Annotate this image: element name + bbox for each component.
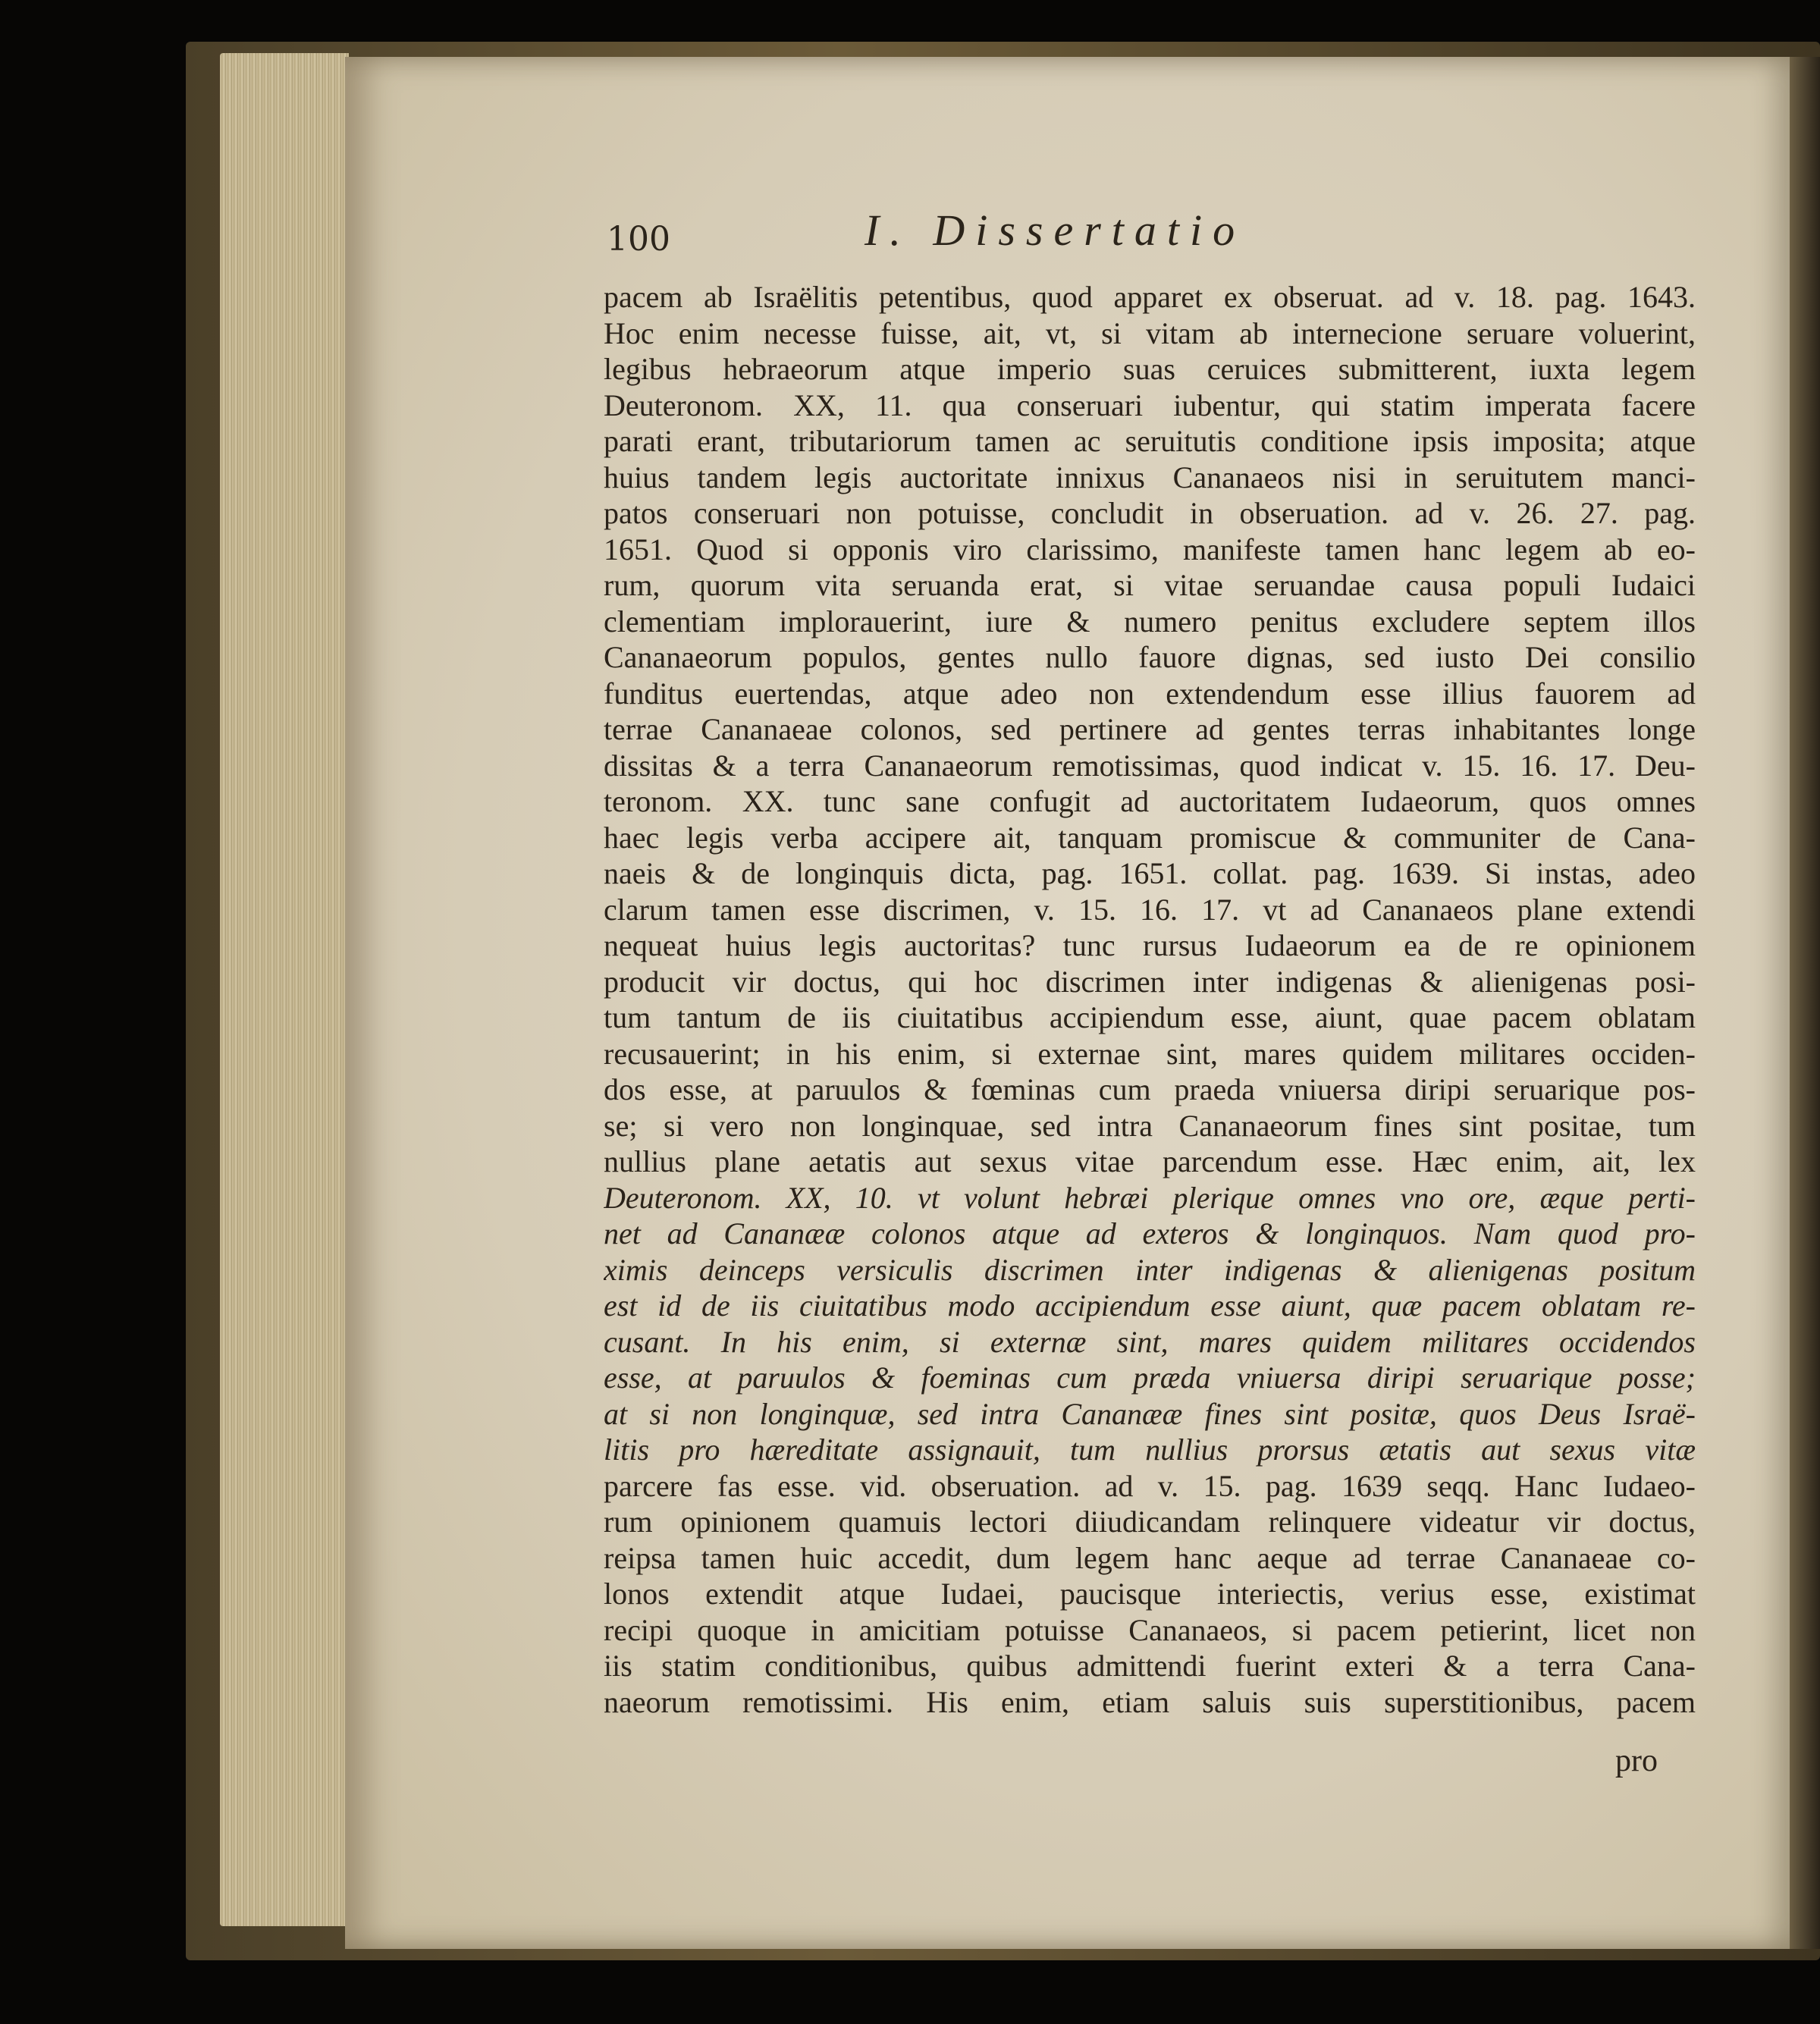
text-line: patos conseruari non potuisse, concludit in obseruation. ad v. 26. 27. pag. bbox=[604, 496, 1696, 530]
text-line: rum opinionem quamuis lectori diiudicandam relinquere videatur vir doctus, bbox=[604, 1505, 1696, 1539]
text-line: legibus hebraeorum atque imperio suas ceruices submitterent, iuxta legem bbox=[604, 352, 1696, 386]
text-line: reipsa tamen huic accedit, dum legem hanc aeque ad terrae Cananaeae co- bbox=[604, 1540, 1696, 1575]
text-line: dissitas & a terra Cananaeorum remotissimas, quod indicat v. 15. 16. 17. Deu- bbox=[604, 748, 1696, 783]
text-line: huius tandem legis auctoritate innixus Cananaeos nisi in seruitutem manci- bbox=[604, 460, 1696, 494]
text-line-italic: at si non longinquæ, sed intra Cananææ fines sint positæ, quos Deus Israë- bbox=[604, 1396, 1696, 1431]
text-line: iis statim conditionibus, quibus admittendi fuerint exteri & a terra Cana- bbox=[604, 1649, 1696, 1683]
text-line: clarum tamen esse discrimen, v. 15. 16. 17. vt ad Cananaeos plane extendi bbox=[604, 892, 1696, 927]
text-line: pacem ab Israëlitis petentibus, quod apparet ex obseruat. ad v. 18. pag. 1643. bbox=[604, 280, 1696, 314]
text-line-italic: net ad Cananææ colonos atque ad exteros & longinquos. Nam quod pro- bbox=[604, 1216, 1696, 1250]
body-text bbox=[604, 279, 1696, 1720]
text-line: naeis & de longinquis dicta, pag. 1651. collat. pag. 1639. Si instas, adeo bbox=[604, 856, 1696, 890]
text-line: dos esse, at paruulos & fœminas cum praeda vniuersa diripi seruarique pos- bbox=[604, 1072, 1696, 1106]
text-line: Cananaeorum populos, gentes nullo fauore dignas, sed iusto Dei consilio bbox=[604, 640, 1696, 674]
facing-page-edge bbox=[1790, 57, 1820, 1949]
text-line: recipi quoque in amicitiam potuisse Cananaeos, si pacem petierint, licet non bbox=[604, 1612, 1696, 1647]
text-line: funditus euertendas, atque adeo non extendendum esse illius fauorem ad bbox=[604, 676, 1696, 711]
text-line: parati erant, tributariorum tamen ac seruitutis conditione ipsis imposita; atque bbox=[604, 424, 1696, 458]
text-line-italic: Deuteronom. XX, 10. vt volunt hebræi plerique omnes vno ore, æque perti- bbox=[604, 1180, 1696, 1215]
text-line: Hoc enim necesse fuisse, ait, vt, si vitam ab internecione seruare voluerint, bbox=[604, 315, 1696, 350]
text-line: clementiam implorauerint, iure & numero penitus excludere septem illos bbox=[604, 604, 1696, 639]
text-line-italic: ximis deinceps versiculis discrimen inter indigenas & alienigenas positum bbox=[604, 1252, 1696, 1287]
text-line: Deuteronom. XX, 11. qua conseruari iubentur, qui statim imperata facere bbox=[604, 388, 1696, 422]
text-line: producit vir doctus, qui hoc discrimen inter indigenas & alienigenas posi- bbox=[604, 964, 1696, 999]
text-line: rum, quorum vita seruanda erat, si vitae seruandae causa populi Iudaici bbox=[604, 568, 1696, 602]
text-line: nullius plane aetatis aut sexus vitae parcendum esse. Hæc enim, ait, lex bbox=[604, 1144, 1696, 1178]
page-number: 100 bbox=[607, 220, 670, 259]
text-line: parcere fas esse. vid. obseruation. ad v. 15. pag. 1639 seqq. Hanc Iudaeo- bbox=[604, 1468, 1696, 1503]
page-fore-edge bbox=[220, 53, 349, 1926]
text-line: tum tantum de iis ciuitatibus accipiendum esse, aiunt, quae pacem oblatam bbox=[604, 1000, 1696, 1034]
text-line-italic: est id de iis ciuitatibus modo accipiendum esse aiunt, quæ pacem oblatam re- bbox=[604, 1288, 1696, 1323]
catchword: pro bbox=[1615, 1743, 1658, 1778]
text-line: nequeat huius legis auctoritas? tunc rursus Iudaeorum ea de re opinionem bbox=[604, 928, 1696, 962]
text-line: recusauerint; in his enim, si externae sint, mares quidem militares occiden- bbox=[604, 1036, 1696, 1071]
running-head: I. Dissertatio bbox=[864, 206, 1246, 255]
text-line: teronom. XX. tunc sane confugit ad auctoritatem Iudaeorum, quos omnes bbox=[604, 784, 1696, 818]
page-header bbox=[607, 205, 1668, 265]
text-line: terrae Cananaeae colonos, sed pertinere ad gentes terras inhabitantes longe bbox=[604, 712, 1696, 746]
text-line: lonos extendit atque Iudaei, paucisque interiectis, verius esse, existimat bbox=[604, 1577, 1696, 1611]
text-line-italic: cusant. In his enim, si externæ sint, mares quidem militares occidendos bbox=[604, 1324, 1696, 1359]
text-line: haec legis verba accipere ait, tanquam promiscue & communiter de Cana- bbox=[604, 820, 1696, 855]
text-line-italic: esse, at paruulos & foeminas cum præda vniuersa diripi seruarique posse; bbox=[604, 1360, 1696, 1395]
text-line: naeorum remotissimi. His enim, etiam saluis suis superstitionibus, pacem bbox=[604, 1684, 1696, 1719]
text-line: 1651. Quod si opponis viro clarissimo, manifeste tamen hanc legem ab eo- bbox=[604, 532, 1696, 566]
text-line: se; si vero non longinquae, sed intra Cananaeorum fines sint positae, tum bbox=[604, 1108, 1696, 1143]
text-line-italic: litis pro hæreditate assignauit, tum nullius prorsus ætatis aut sexus vitæ bbox=[604, 1432, 1696, 1467]
